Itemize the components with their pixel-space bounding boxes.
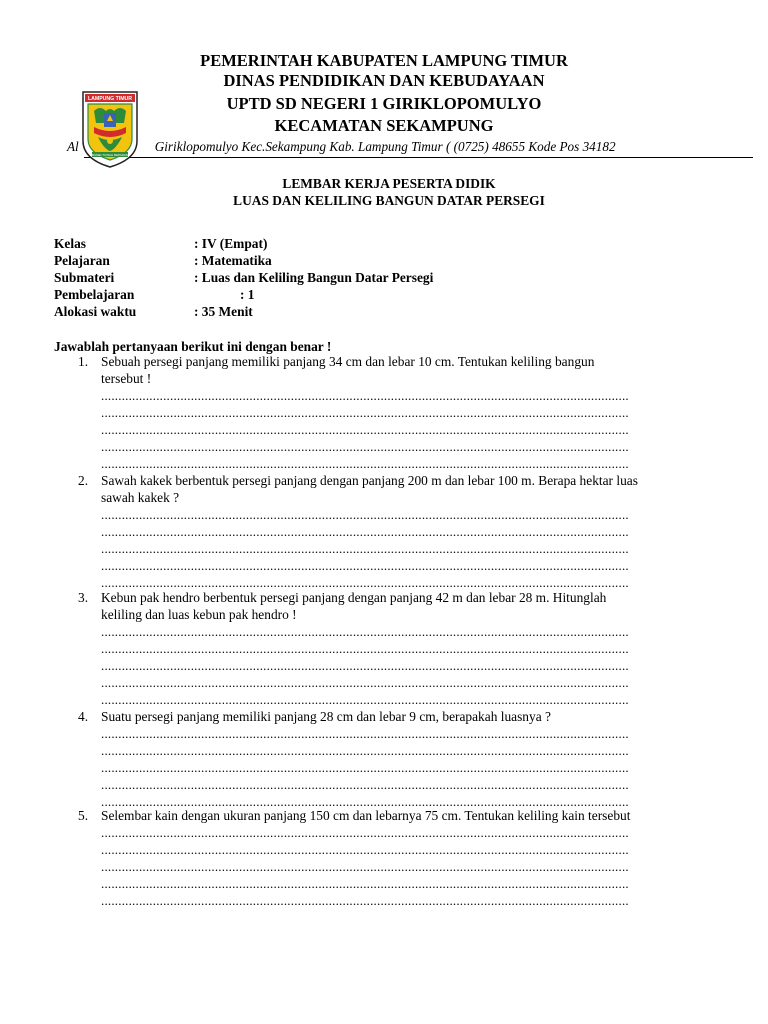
info-value: : Matematika — [194, 253, 272, 269]
regency-logo — [80, 89, 140, 169]
question-text-line1: Sawah kakek berbentuk persegi panjang dengan panjang 200 m dan lebar 100 m. Berapa hektar luas — [101, 473, 638, 488]
question-text-line2: sawah kakek ? — [101, 490, 180, 505]
question-text-line2: tersebut ! — [101, 371, 152, 386]
info-label: Pembelajaran — [54, 287, 135, 303]
info-label: Kelas — [54, 236, 86, 251]
question-number: 5. — [78, 808, 89, 823]
answer-line[interactable]: ......................................................................................................................................................... — [101, 524, 629, 539]
answer-line[interactable]: ......................................................................................................................................................... — [101, 777, 629, 792]
answer-line[interactable]: ......................................................................................................................................................... — [101, 893, 629, 908]
answer-line[interactable]: ......................................................................................................................................................... — [101, 859, 629, 874]
header-line-district: KECAMATAN SEKAMPUNG — [274, 116, 494, 135]
answer-line[interactable]: ......................................................................................................................................................... — [101, 825, 629, 840]
answer-line[interactable]: ......................................................................................................................................................... — [101, 541, 629, 556]
info-value: : 1 — [240, 287, 255, 303]
answer-line[interactable]: ......................................................................................................................................................... — [101, 456, 629, 471]
info-label: Alokasi waktu — [54, 304, 137, 320]
answer-line[interactable]: ......................................................................................................................................................... — [101, 422, 629, 437]
answer-line[interactable]: ......................................................................................................................................................... — [101, 675, 629, 690]
address-prefix: Al — [67, 139, 79, 154]
logo-motto-text: BUMEI TUWAH BEPADAN — [91, 152, 129, 157]
header-line-department: DINAS PENDIDIKAN DAN KEBUDAYAAN — [223, 71, 545, 90]
question-text-line1: Suatu persegi panjang memiliki panjang 28 cm dan lebar 9 cm, berapakah luasnya ? — [101, 709, 551, 724]
answer-line[interactable]: ......................................................................................................................................................... — [101, 658, 629, 673]
info-value: : Luas dan Keliling Bangun Datar Persegi — [194, 270, 434, 286]
question-text-line1: Sebuah persegi panjang memiliki panjang 34 cm dan lebar 10 cm. Tentukan keliling bangun — [101, 354, 595, 369]
logo-banner-text: LAMPUNG TIMUR — [87, 96, 133, 103]
answer-line[interactable]: ......................................................................................................................................................... — [101, 726, 629, 741]
answer-line[interactable]: ......................................................................................................................................................... — [101, 507, 629, 522]
worksheet-subtitle: LUAS DAN KELILING BANGUN DATAR PERSEGI — [233, 193, 545, 208]
answer-line[interactable]: ......................................................................................................................................................... — [101, 692, 629, 707]
letterhead-divider — [84, 157, 753, 158]
address-text: Giriklopomulyo Kec.Sekampung Kab. Lampung Timur ( (0725) 48655 Kode Pos 34182 — [154, 139, 616, 154]
answer-line[interactable]: ......................................................................................................................................................... — [101, 641, 629, 656]
answer-line[interactable]: ......................................................................................................................................................... — [101, 405, 629, 420]
answer-line[interactable]: ......................................................................................................................................................... — [101, 575, 629, 590]
question-number: 3. — [78, 590, 89, 605]
info-value: : IV (Empat) — [194, 236, 268, 251]
info-value: : 35 Menit — [194, 304, 253, 320]
answer-line[interactable]: ......................................................................................................................................................... — [101, 842, 629, 857]
answer-line[interactable]: ......................................................................................................................................................... — [101, 439, 629, 454]
instruction-text: Jawablah pertanyaan berikut ini dengan benar ! — [54, 339, 332, 354]
question-number: 1. — [78, 354, 89, 369]
answer-line[interactable]: ......................................................................................................................................................... — [101, 388, 629, 403]
answer-line[interactable]: ......................................................................................................................................................... — [101, 743, 629, 758]
info-label: Pelajaran — [54, 253, 110, 269]
question-number: 4. — [78, 709, 89, 724]
question-number: 2. — [78, 473, 89, 488]
answer-line[interactable]: ......................................................................................................................................................... — [101, 624, 629, 639]
question-text-line1: Kebun pak hendro berbentuk persegi panjang dengan panjang 42 m dan lebar 28 m. Hitunglah — [101, 590, 607, 605]
question-text-line1: Selembar kain dengan ukuran panjang 150 cm dan lebarnya 75 cm. Tentukan keliling kain tersebut — [101, 808, 631, 823]
info-label: Submateri — [54, 270, 115, 286]
answer-line[interactable]: ......................................................................................................................................................... — [101, 876, 629, 891]
answer-line[interactable]: ......................................................................................................................................................... — [101, 760, 629, 775]
header-line-government: PEMERINTAH KABUPATEN LAMPUNG TIMUR — [200, 51, 568, 70]
question-text-line2: keliling dan luas kebun pak hendro ! — [101, 607, 297, 622]
worksheet-title: LEMBAR KERJA PESERTA DIDIK — [282, 176, 496, 191]
answer-line[interactable]: ......................................................................................................................................................... — [101, 558, 629, 573]
header-line-school: UPTD SD NEGERI 1 GIRIKLOPOMULYO — [226, 94, 542, 113]
answer-line[interactable]: ......................................................................................................................................................... — [101, 794, 629, 809]
school-address — [67, 138, 767, 156]
